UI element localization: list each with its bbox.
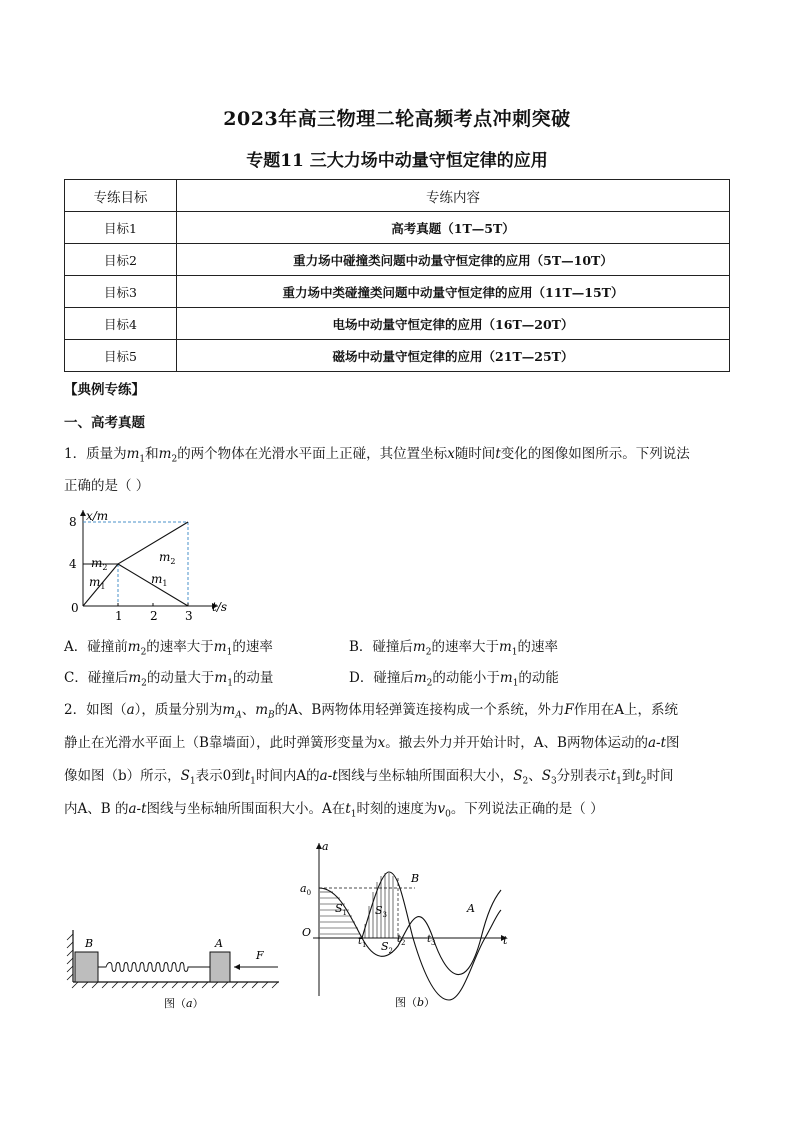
table-row: [65, 244, 730, 276]
content-cell: 磁场中动量守恒定律的应用（21T—25T）: [177, 340, 730, 372]
line-label-m1-before: $m_1$: [89, 575, 106, 591]
section-label: 【典例专练】: [64, 382, 145, 398]
spring: [98, 963, 210, 972]
wall-hatch: [67, 934, 73, 980]
q1-option-b[interactable]: B．碰撞后$m_2$的速率大于$m_1$的速率: [349, 639, 559, 658]
a0-label: $a_0$: [300, 882, 312, 897]
x-tick-label: 3: [185, 609, 193, 623]
q1-option-c[interactable]: C．碰撞后$m_2$的动量大于$m_1$的动量: [64, 670, 274, 689]
target-cell: 目标3: [65, 276, 177, 308]
block-b-label: B: [85, 937, 94, 950]
content-cell: 重力场中碰撞类问题中动量守恒定律的应用（5T—10T）: [177, 244, 730, 276]
curve-a-label: A: [467, 902, 475, 915]
s2-label: $S_2$: [381, 940, 394, 955]
q2-stem-line1: 2．如图（a），质量分别为$m_A$、$m_B$的A、B两物体用轻弹簧连接构成一个系统，外力F作用在A上，系统: [64, 702, 678, 721]
q1-stem-line1: 1．质量为$m_1$和$m_2$的两个物体在光滑水平面上正碰，其位置坐标x随时间t变化的图像如图所示。下列说法: [64, 446, 690, 465]
x-axis-label: t/s: [212, 600, 228, 614]
origin-label: 0: [71, 601, 79, 615]
line-label-m2-before: $m_2$: [91, 556, 108, 572]
document-title: 2023年高三物理二轮高频考点冲刺突破: [223, 108, 571, 130]
t3-label: $t_3$: [427, 934, 436, 947]
target-cell: 目标2: [65, 244, 177, 276]
curve-b-label: B: [411, 872, 420, 885]
t1-label: $t_1$: [358, 936, 367, 949]
s3-label: $S_3$: [375, 904, 388, 919]
t-axis-label: t: [503, 934, 508, 947]
y-tick-label: 8: [69, 515, 77, 529]
y-axis-label: x/m: [86, 509, 109, 523]
figure-a-caption: 图（a）: [164, 997, 204, 1010]
block-a-label: A: [215, 937, 223, 950]
q2-stem-line2: 静止在光滑水平面上（B靠墙面），此时弹簧形变量为x。撤去外力并开始计时，A、B两物体运动的a-t图: [64, 735, 680, 751]
x-tick-label: 2: [150, 609, 158, 623]
line-label-m1-after: $m_1$: [151, 572, 168, 588]
targets-table: [64, 179, 730, 372]
table-header-row: [65, 180, 730, 212]
table-row: [65, 212, 730, 244]
ground-hatch: [72, 982, 278, 988]
content-cell: 高考真题（1T—5T）: [177, 212, 730, 244]
q2-stem-line3: 像如图（b）所示，$S_1$表示0到$t_1$时间内A的a-t图线与坐标轴所围面积大小，$S_2$、$S_3$分别表示$t_1$到$t_2$时间: [64, 768, 674, 787]
a-axis-label: a: [322, 840, 329, 853]
header-content: 专练内容: [177, 180, 730, 212]
q2-stem-line4: 内A、B 的a-t图线与坐标轴所围面积大小。A在$t_1$时刻的速度为$v_0$。下列说法正确的是（ ）: [64, 801, 604, 820]
line-label-m2-after: $m_2$: [159, 550, 176, 566]
s1-label: $S_1$: [335, 902, 348, 917]
q1-position-time-chart: [60, 506, 240, 628]
figure-b-acceleration-time-graph: [295, 838, 520, 1013]
section-heading: 一、高考真题: [64, 415, 145, 431]
y-tick-label: 4: [69, 557, 77, 571]
target-cell: 目标5: [65, 340, 177, 372]
document-subtitle: 专题11 三大力场中动量守恒定律的应用: [246, 151, 548, 171]
q1-stem-line2: 正确的是（ ）: [64, 478, 150, 494]
content-cell: 电场中动量守恒定律的应用（16T—20T）: [177, 308, 730, 340]
block-b: [75, 952, 98, 982]
block-a: [210, 952, 230, 982]
force-label: F: [256, 949, 264, 962]
table-row: [65, 276, 730, 308]
q1-option-a[interactable]: A．碰撞前$m_2$的速率大于$m_1$的速率: [64, 639, 273, 658]
target-cell: 目标1: [65, 212, 177, 244]
q1-option-d[interactable]: D．碰撞后$m_2$的动能小于$m_1$的动能: [349, 670, 559, 689]
target-cell: 目标4: [65, 308, 177, 340]
figure-a-spring-system: [66, 930, 286, 1015]
header-target: 专练目标: [65, 180, 177, 212]
t2-label: $t_2$: [397, 934, 406, 947]
table-row: [65, 340, 730, 372]
origin-o-label: O: [302, 926, 312, 939]
content-cell: 重力场中类碰撞类问题中动量守恒定律的应用（11T—15T）: [177, 276, 730, 308]
x-tick-label: 1: [115, 609, 123, 623]
table-row: [65, 308, 730, 340]
figure-b-caption: 图（b）: [395, 996, 436, 1009]
curve-b: [319, 872, 501, 1000]
